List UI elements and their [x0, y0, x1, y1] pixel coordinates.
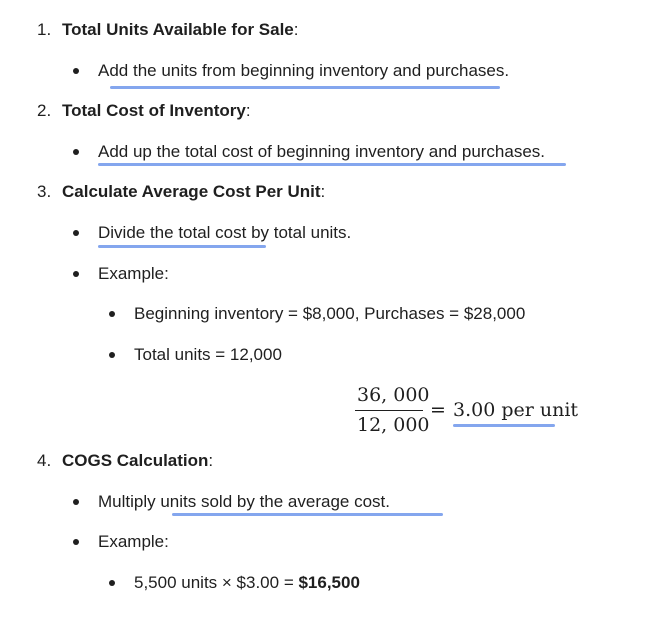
item-heading-3	[62, 182, 325, 202]
item-number-4: 4.	[37, 451, 52, 470]
highlight-underline	[98, 163, 566, 166]
formula-equals: =	[430, 399, 446, 421]
heading-colon-1: :	[293, 20, 299, 39]
heading-text-2: Total Cost of Inventory	[62, 101, 246, 120]
sub-bullet-dot	[109, 580, 115, 586]
sub-bullet-text-4-1	[134, 573, 360, 593]
heading-text-3: Calculate Average Cost Per Unit	[62, 182, 321, 201]
highlight-underline	[98, 245, 266, 248]
heading-colon-4: :	[208, 451, 214, 470]
heading-colon-2: :	[245, 101, 251, 120]
highlight-underline	[453, 424, 555, 427]
cogs-equation: 5,500 units × $3.00 =	[134, 573, 299, 592]
bullet-dot	[73, 149, 79, 155]
bullet-text-3-2: Example:	[98, 264, 169, 283]
bullet-text-3-1: Divide the total cost by total units.	[98, 223, 352, 242]
item-heading-1	[62, 20, 299, 40]
formula-result: 3.00 per unit	[453, 399, 579, 421]
highlight-underline	[110, 86, 500, 89]
bullet-dot	[73, 539, 79, 545]
bullet-text-2-1: Add up the total cost of beginning inventory and purchases.	[98, 142, 546, 161]
bullet-dot	[73, 230, 79, 236]
cogs-result: $16,500	[298, 573, 360, 592]
bullet-dot	[73, 499, 79, 505]
item-number-3: 3.	[37, 182, 52, 201]
bullet-dot	[73, 68, 79, 74]
fraction-bar	[355, 410, 423, 411]
highlight-underline	[172, 513, 443, 516]
item-heading-4	[62, 451, 213, 471]
heading-text-4: COGS Calculation	[62, 451, 209, 470]
item-number-1: 1.	[37, 20, 52, 39]
sub-bullet-dot	[109, 352, 115, 358]
bullet-dot	[73, 271, 79, 277]
sub-bullet-text-3-1: Beginning inventory = $8,000, Purchases = $28,000	[134, 304, 526, 323]
bullet-text-4-2: Example:	[98, 532, 169, 551]
sub-bullet-dot	[109, 311, 115, 317]
sub-bullet-text-3-2: Total units = 12,000	[134, 345, 282, 364]
formula-denominator: 12, 000	[357, 414, 430, 436]
bullet-text-4-1: Multiply units sold by the average cost.	[98, 492, 390, 511]
heading-colon-3: :	[320, 182, 326, 201]
heading-text-1: Total Units Available for Sale	[62, 20, 294, 39]
bullet-text-1-1: Add the units from beginning inventory and purchases.	[98, 61, 510, 80]
item-heading-2	[62, 101, 251, 121]
item-number-2: 2.	[37, 101, 52, 120]
formula-numerator: 36, 000	[357, 384, 430, 406]
